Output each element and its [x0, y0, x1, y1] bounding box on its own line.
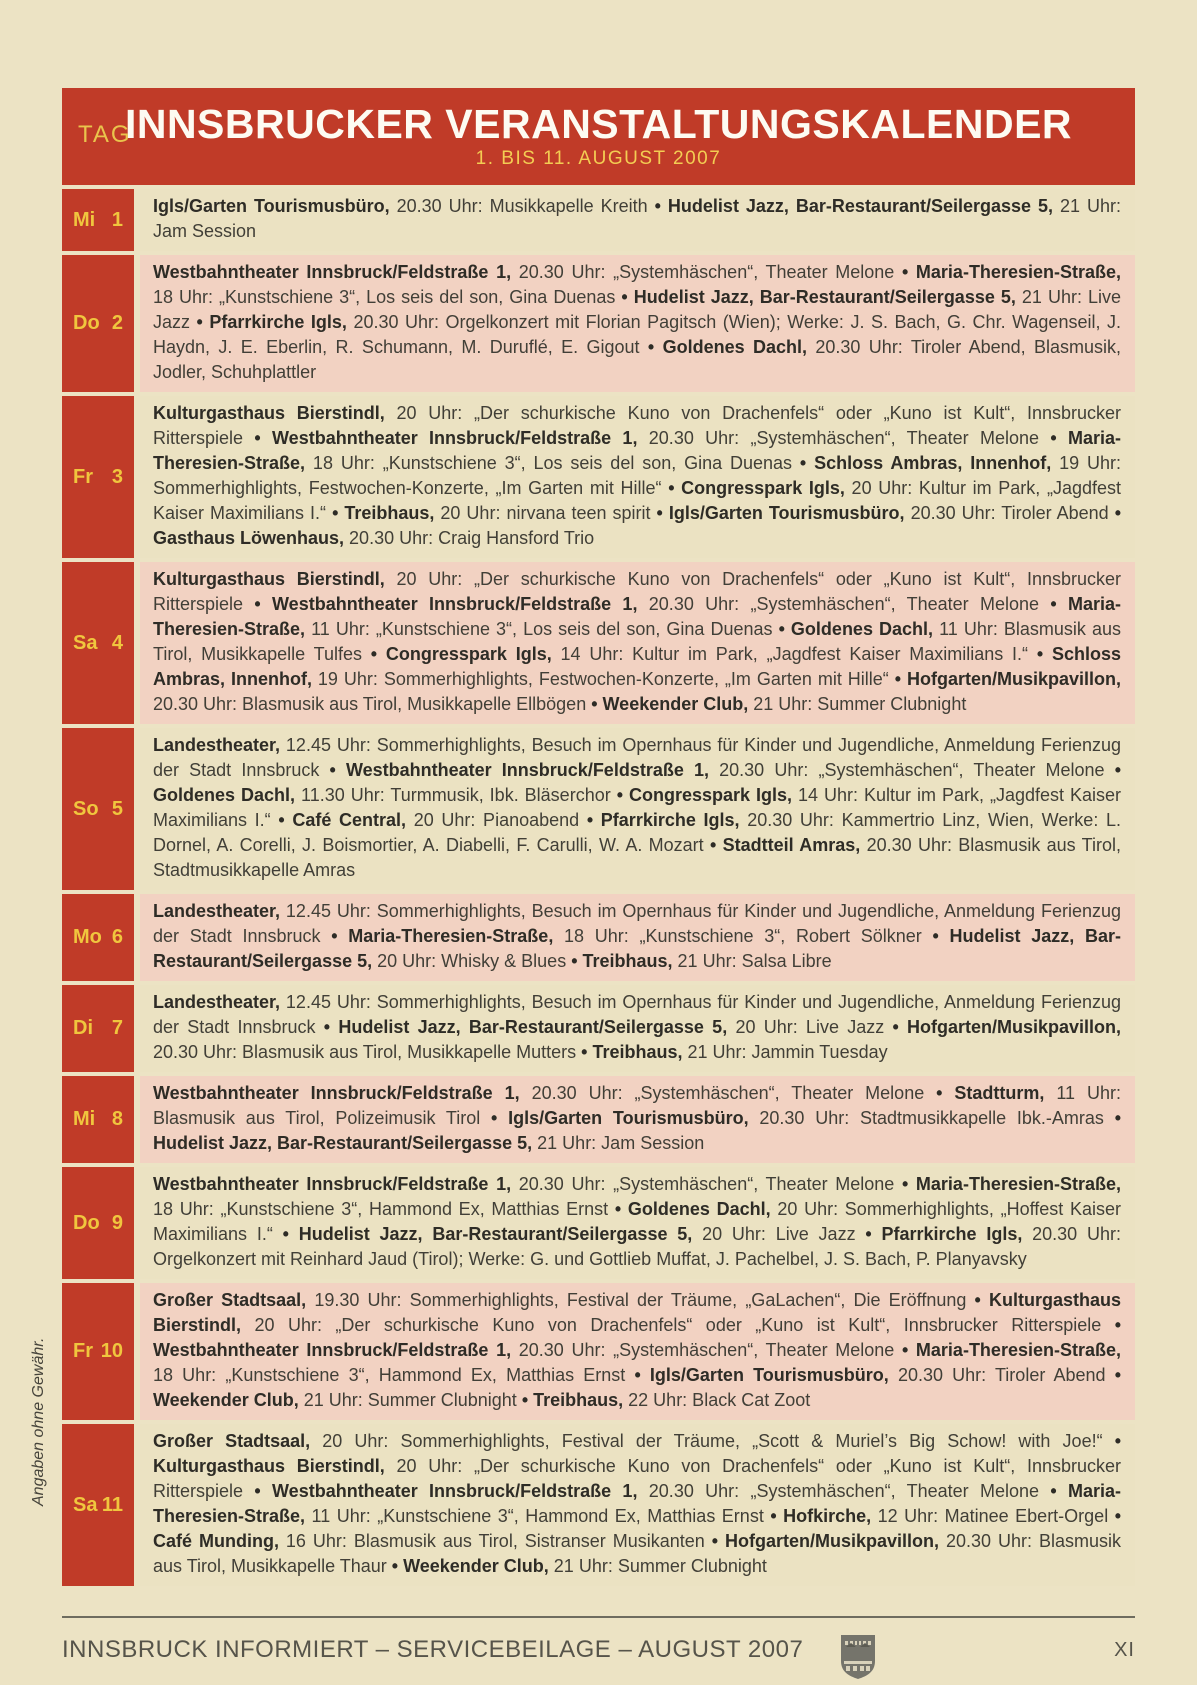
venue-name: Großer Stadtsaal,: [153, 1290, 307, 1310]
day-row-mo-6: [62, 894, 1135, 981]
event-details: 21 Uhr: Summer Clubnight: [748, 694, 967, 714]
venue-name: • Hudelist Jazz, Bar-Restaurant/Seilergasse 5,: [621, 287, 1016, 307]
event-details: 20.30 Uhr: „Systemhäschen“, Theater Melone: [637, 1481, 1051, 1501]
event-details: 20 Uhr: „Der schurkische Kuno von Drachenfels“ oder „Kuno ist Kult“, Innsbrucker Ritterspiele: [241, 1315, 1115, 1335]
event-details: 20 Uhr: „Der schurkische Kuno von Drachenfels“ oder „Kuno ist Kult“, Innsbrucker Ritterspiele: [153, 403, 1121, 448]
venue-name: • Weekender Club,: [591, 694, 749, 714]
day-row-do-9: [62, 1167, 1135, 1279]
tag-column-label: TAG: [78, 121, 132, 148]
event-details: 20.30 Uhr: „Systemhäschen“, Theater Melone: [519, 1083, 937, 1103]
day-cell: [62, 1167, 134, 1279]
event-details: 19 Uhr: Sommerhighlights, Festwochen-Konzerte, „Im Garten mit Hille“: [311, 669, 895, 689]
venue-name: • Congresspark Igls,: [616, 785, 793, 805]
venue-name: • Kulturgasthaus Bierstindl,: [153, 1431, 1122, 1476]
event-details: 20.30 Uhr: Orgelkonzert mit Florian Pagitsch (Wien); Werke: J. S. Bach, G. Chr. Wagenseil, J. Haydn, J. E. Eberlin, R. Schumann, M. Duruflé, E. Gigout: [153, 312, 1121, 357]
venue-name: • Congresspark Igls,: [668, 478, 845, 498]
event-details: 12 Uhr: Matinee Ebert-Orgel: [871, 1506, 1115, 1526]
event-details: 21 Uhr: Jam Session: [153, 196, 1121, 241]
venue-name: • Weekender Club,: [391, 1556, 549, 1576]
day-abbreviation: Do: [73, 312, 100, 334]
event-details: 21 Uhr: Summer Clubnight: [548, 1556, 767, 1576]
day-cell: [62, 728, 134, 890]
venue-name: • Café Munding,: [153, 1506, 1121, 1551]
event-details: 11 Uhr: Blasmusik aus Tirol, Musikkapelle Tulfes: [153, 619, 1121, 664]
day-abbreviation: Fr: [73, 1340, 93, 1362]
venue-name: Kulturgasthaus Bierstindl,: [153, 569, 385, 589]
event-text: [140, 562, 1135, 724]
day-abbreviation: Fr: [73, 465, 93, 488]
event-details: 11 Uhr: Blasmusik aus Tirol, Polizeimusik Tirol: [153, 1083, 1121, 1128]
venue-name: • Weekender Club,: [153, 1365, 1122, 1410]
day-cell: [62, 1283, 134, 1420]
day-abbreviation: Di: [73, 1017, 93, 1039]
event-details: 18 Uhr: „Kunstschiene 3“, Robert Sölkner: [553, 926, 933, 946]
event-details: 12.45 Uhr: Sommerhighlights, Besuch im Opernhaus für Kinder und Jugendliche, Anmeldung Ferienzug der Stadt Innsbruck: [153, 735, 1121, 780]
disclaimer-vertical-note: Angaben ohne Gewähr.: [30, 1337, 47, 1506]
event-details: 20 Uhr: „Der schurkische Kuno von Drachenfels“ oder „Kuno ist Kult“, Innsbrucker Ritterspiele: [153, 569, 1121, 614]
venue-name: • Treibhaus,: [581, 1042, 683, 1062]
day-number: 1: [111, 208, 123, 231]
innsbruck-coat-of-arms-icon: [840, 1634, 876, 1685]
venue-name: • Goldenes Dachl,: [153, 760, 1122, 805]
venue-name: • Pfarrkirche Igls,: [586, 810, 740, 830]
event-details: 11 Uhr: „Kunstschiene 3“, Hammond Ex, Matthias Ernst: [305, 1506, 771, 1526]
day-number: 3: [111, 465, 123, 488]
event-text: [140, 255, 1135, 392]
event-details: 16 Uhr: Blasmusik aus Tirol, Sistranser Musikanten: [278, 1531, 712, 1551]
venue-name: • Maria-Theresien-Straße,: [901, 1174, 1121, 1194]
venue-name: • Goldenes Dachl,: [778, 619, 934, 639]
event-details: 20 Uhr: Live Jazz: [692, 1224, 866, 1244]
event-details: 20 Uhr: „Der schurkische Kuno von Drachenfels“ oder „Kuno ist Kult“, Innsbrucker Ritterspiele: [153, 1456, 1121, 1501]
event-text: [140, 1424, 1135, 1586]
event-details: 20 Uhr: Live Jazz: [727, 1017, 893, 1037]
day-row-so-5: [62, 728, 1135, 890]
day-abbreviation: So: [73, 797, 99, 820]
venue-name: Großer Stadtsaal,: [153, 1431, 311, 1451]
venue-name: • Hudelist Jazz, Bar-Restaurant/Seilergasse 5,: [153, 1108, 1122, 1153]
venue-name: Westbahntheater Innsbruck/Feldstraße 1,: [153, 262, 512, 282]
footer-divider: [62, 1616, 1135, 1618]
event-details: 20.30 Uhr: Tiroler Abend: [888, 1365, 1115, 1385]
event-details: 18 Uhr: „Kunstschiene 3“, Los seis del son, Gina Duenas: [153, 287, 622, 307]
event-details: 19 Uhr: Sommerhighlights, Festwochen-Konzerte, „Im Garten mit Hille“: [153, 453, 1121, 498]
venue-name: Landestheater,: [153, 992, 281, 1012]
event-details: 20.30 Uhr: „Systemhäschen“, Theater Melone: [511, 1174, 902, 1194]
event-details: 12.45 Uhr: Sommerhighlights, Besuch im Opernhaus für Kinder und Jugendliche, Anmeldung Ferienzug der Stadt Innsbruck: [153, 901, 1121, 946]
day-number: 8: [111, 1108, 123, 1130]
event-text: [140, 985, 1135, 1072]
page-footer: [62, 1616, 1135, 1664]
venue-name: Landestheater,: [153, 735, 281, 755]
venue-name: • Hofkirche,: [770, 1506, 872, 1526]
day-number: 5: [111, 797, 123, 820]
venue-name: • Hofgarten/Musikpavillon,: [711, 1531, 940, 1551]
event-text: [140, 894, 1135, 981]
event-details: 20.30 Uhr: „Systemhäschen“, Theater Melone: [637, 594, 1051, 614]
day-number: 2: [111, 312, 123, 334]
venue-name: • Westbahntheater Innsbruck/Feldstraße 1,: [153, 1315, 1121, 1360]
venue-name: • Igls/Garten Tourismusbüro,: [656, 503, 905, 523]
event-details: 20.30 Uhr: Blasmusik aus Tirol, Musikkapelle Thaur: [153, 1531, 1122, 1576]
venue-name: • Hudelist Jazz, Bar-Restaurant/Seilergasse 5,: [282, 1224, 693, 1244]
event-text: [140, 1283, 1135, 1420]
event-details: 20 Uhr: nirvana teen spirit: [434, 503, 657, 523]
day-cell: [62, 894, 134, 981]
event-rows: [62, 189, 1135, 1586]
day-abbreviation: Sa: [73, 1493, 98, 1516]
venue-name: • Schloss Ambras, Innenhof,: [153, 644, 1121, 689]
footer-publication: INNSBRUCK INFORMIERT – SERVICEBEILAGE – AUGUST 2007: [62, 1636, 804, 1663]
day-abbreviation: Mo: [73, 926, 102, 948]
event-details: 20 Uhr: Kultur im Park, „Jagdfest Kaiser Maximilians I.“: [153, 478, 1121, 523]
day-row-sa-11: [62, 1424, 1135, 1586]
venue-name: Igls/Garten Tourismusbüro,: [153, 196, 390, 216]
event-details: 20.30 Uhr: Blasmusik aus Tirol, Stadtmusikkapelle Amras: [153, 835, 1121, 880]
day-row-mi-8: [62, 1076, 1135, 1163]
day-abbreviation: Mi: [73, 1108, 96, 1130]
day-number: 10: [100, 1340, 123, 1362]
venue-name: • Café Central,: [278, 810, 407, 830]
venue-name: Landestheater,: [153, 901, 281, 921]
venue-name: • Stadtteil Amras,: [709, 835, 861, 855]
venue-name: • Hudelist Jazz, Bar-Restaurant/Seilergasse 5,: [654, 196, 1054, 216]
day-number: 11: [101, 1493, 123, 1516]
venue-name: • Westbahntheater Innsbruck/Feldstraße 1,: [254, 1481, 638, 1501]
venue-name: • Maria-Theresien-Straße,: [331, 926, 554, 946]
venue-name: • Westbahntheater Innsbruck/Feldstraße 1,: [254, 594, 638, 614]
event-details: 18 Uhr: „Kunstschiene 3“, Los seis del son, Gina Duenas: [305, 453, 800, 473]
venue-name: • Hofgarten/Musikpavillon,: [892, 1017, 1121, 1037]
venue-name: • Gasthaus Löwenhaus,: [153, 503, 1122, 548]
venue-name: Westbahntheater Innsbruck/Feldstraße 1,: [153, 1083, 520, 1103]
calendar-sheet: [62, 0, 1135, 1664]
event-text: [140, 1076, 1135, 1163]
day-cell: [62, 396, 134, 558]
venue-name: • Igls/Garten Tourismusbüro,: [491, 1108, 749, 1128]
venue-name: • Maria-Theresien-Straße,: [901, 262, 1121, 282]
event-details: 11.30 Uhr: Turmmusik, Ibk. Bläserchor: [295, 785, 617, 805]
day-cell: [62, 562, 134, 724]
event-details: 21 Uhr: Summer Clubnight: [298, 1390, 522, 1410]
venue-name: • Treibhaus,: [521, 1390, 624, 1410]
event-details: 19.30 Uhr: Sommerhighlights, Festival der Träume, „GaLachen“, Die Eröffnung: [306, 1290, 975, 1310]
day-cell: [62, 1076, 134, 1163]
event-details: 14 Uhr: Kultur im Park, „Jagdfest Kaiser Maximilians I.“: [551, 644, 1037, 664]
event-details: 20 Uhr: Pianoabend: [406, 810, 587, 830]
event-details: 20.30 Uhr: Stadtmusikkapelle Ibk.-Amras: [748, 1108, 1115, 1128]
day-abbreviation: Sa: [73, 631, 98, 654]
venue-name: • Kulturgasthaus Bierstindl,: [153, 1290, 1121, 1335]
event-details: 20.30 Uhr: Musikkapelle Kreith: [389, 196, 655, 216]
event-details: 12.45 Uhr: Sommerhighlights, Besuch im Opernhaus für Kinder und Jugendliche, Anmeldung Ferienzug der Stadt Innsbruck: [153, 992, 1121, 1037]
venue-name: Kulturgasthaus Bierstindl,: [153, 403, 385, 423]
event-details: 20.30 Uhr: „Systemhäschen“, Theater Melone: [511, 1340, 902, 1360]
day-number: 4: [111, 631, 123, 654]
day-row-di-7: [62, 985, 1135, 1072]
event-details: 20.30 Uhr: Kammertrio Linz, Wien, Werke: L. Dornel, A. Corelli, J. Boismortier, A. Diabelli, F. Carulli, W. A. Mozart: [153, 810, 1121, 855]
venue-name: • Pfarrkirche Igls,: [196, 312, 347, 332]
day-number: 6: [111, 926, 123, 948]
day-cell: [62, 1424, 134, 1586]
venue-name: • Westbahntheater Innsbruck/Feldstraße 1,: [254, 428, 638, 448]
venue-name: • Treibhaus,: [332, 503, 435, 523]
day-number: 9: [111, 1211, 123, 1234]
date-range-subtitle: 1. BIS 11. AUGUST 2007: [475, 148, 722, 169]
day-row-sa-4: [62, 562, 1135, 724]
event-details: 20.30 Uhr: Orgelkonzert mit Reinhard Jaud (Tirol); Werke: G. und Gottlieb Muffat, J. Pachelbel, J. S. Bach, P. Planyavsky: [153, 1224, 1121, 1269]
event-details: 20 Uhr: Sommerhighlights, Festival der Träume, „Scott & Muriel’s Big Schow! with Joe!“: [310, 1431, 1115, 1451]
venue-name: • Maria-Theresien-Straße,: [153, 428, 1121, 473]
event-details: 20.30 Uhr: „Systemhäschen“, Theater Melone: [511, 262, 902, 282]
event-details: 21 Uhr: Live Jazz: [153, 287, 1121, 332]
event-details: 20 Uhr: Whisky & Blues: [372, 951, 572, 971]
day-cell: [62, 189, 134, 251]
event-details: 20.30 Uhr: „Systemhäschen“, Theater Melone: [637, 428, 1051, 448]
event-details: 20.30 Uhr: Blasmusik aus Tirol, Musikkapelle Ellbögen: [153, 694, 592, 714]
venue-name: • Congresspark Igls,: [370, 644, 552, 664]
day-abbreviation: Mi: [73, 208, 96, 231]
event-details: 20.30 Uhr: Blasmusik aus Tirol, Musikkapelle Mutters: [153, 1042, 582, 1062]
venue-name: • Hudelist Jazz, Bar-Restaurant/Seilergasse 5,: [153, 926, 1121, 971]
event-details: 20.30 Uhr: Tiroler Abend, Blasmusik, Jodler, Schuhplattler: [153, 337, 1122, 382]
venue-name: • Maria-Theresien-Straße,: [901, 1340, 1121, 1360]
venue-name: • Schloss Ambras, Innenhof,: [799, 453, 1052, 473]
venue-name: • Igls/Garten Tourismusbüro,: [634, 1365, 889, 1385]
venue-name: • Pfarrkirche Igls,: [865, 1224, 1023, 1244]
footer-line: [62, 1636, 1135, 1664]
venue-name: • Westbahntheater Innsbruck/Feldstraße 1,: [329, 760, 709, 780]
event-text: [140, 189, 1135, 251]
event-details: 20 Uhr: Sommerhighlights, „Hoffest Kaiser Maximilians I.“: [153, 1199, 1121, 1244]
page-number: XI: [1114, 1638, 1135, 1661]
day-row-fr-10: [62, 1283, 1135, 1420]
day-abbreviation: Do: [73, 1211, 100, 1234]
event-details: 21 Uhr: Jam Session: [532, 1133, 705, 1153]
page-title: INNSBRUCKER VERANSTALTUNGSKALENDER: [124, 101, 1073, 147]
day-cell: [62, 985, 134, 1072]
event-details: 18 Uhr: „Kunstschiene 3“, Hammond Ex, Matthias Ernst: [153, 1199, 615, 1219]
day-row-do-2: [62, 255, 1135, 392]
venue-name: • Stadtturm,: [936, 1083, 1045, 1103]
event-text: [140, 1167, 1135, 1279]
day-cell: [62, 255, 134, 392]
event-text: [140, 728, 1135, 890]
event-details: 20.30 Uhr: Tiroler Abend: [904, 503, 1115, 523]
event-details: 20.30 Uhr: „Systemhäschen“, Theater Melone: [709, 760, 1115, 780]
event-details: 18 Uhr: „Kunstschiene 3“, Hammond Ex, Matthias Ernst: [153, 1365, 635, 1385]
venue-name: • Goldenes Dachl,: [647, 337, 808, 357]
venue-name: Westbahntheater Innsbruck/Feldstraße 1,: [153, 1174, 512, 1194]
venue-name: • Maria-Theresien-Straße,: [153, 594, 1121, 639]
event-details: 21 Uhr: Jammin Tuesday: [682, 1042, 888, 1062]
calendar-header: [62, 88, 1135, 185]
venue-name: • Goldenes Dachl,: [614, 1199, 771, 1219]
day-row-mi-1: [62, 189, 1135, 251]
event-details: 14 Uhr: Kultur im Park, „Jagdfest Kaiser Maximilians I.“: [153, 785, 1121, 830]
event-details: 21 Uhr: Salsa Libre: [672, 951, 832, 971]
venue-name: • Treibhaus,: [571, 951, 673, 971]
day-number: 7: [111, 1017, 123, 1039]
event-details: 11 Uhr: „Kunstschiene 3“, Los seis del son, Gina Duenas: [305, 619, 779, 639]
event-details: 20.30 Uhr: Craig Hansford Trio: [344, 528, 595, 548]
event-details: 22 Uhr: Black Cat Zoot: [623, 1390, 811, 1410]
venue-name: • Hudelist Jazz, Bar-Restaurant/Seilergasse 5,: [323, 1017, 728, 1037]
event-text: [140, 396, 1135, 558]
venue-name: • Hofgarten/Musikpavillon,: [894, 669, 1122, 689]
venue-name: • Maria-Theresien-Straße,: [153, 1481, 1121, 1526]
day-row-fr-3: [62, 396, 1135, 558]
